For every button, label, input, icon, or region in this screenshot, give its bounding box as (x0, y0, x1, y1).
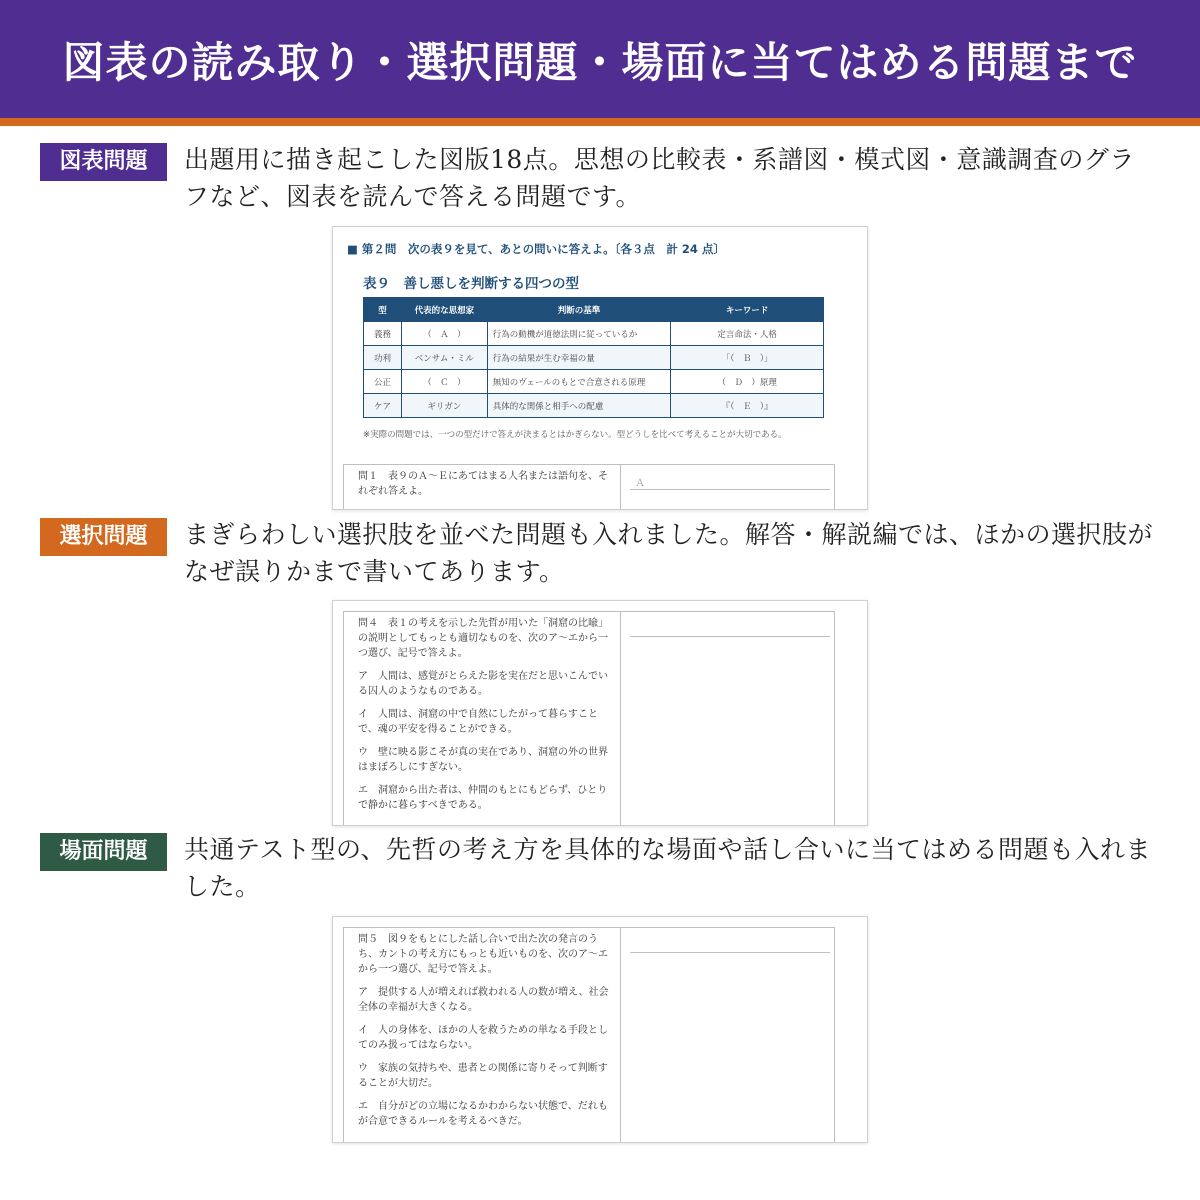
table-row (364, 370, 824, 394)
option-item: イ 人の身体を、ほかの人を救うための単なる手段としてのみ扱ってはならない。 (358, 1025, 608, 1051)
table-note: ※実際の問題では、一つの型だけで答えが決まるとはかぎらない。型どうしを比べて考えることが大切である。 (363, 430, 787, 440)
table-cell: 無知のヴェールのもとで合意される原理 (487, 370, 671, 394)
comparison-table (363, 297, 824, 418)
answer-divider (620, 612, 621, 826)
column-header: 代表的な思想家 (401, 298, 487, 322)
section-description: まぎらわしい選択肢を並べた問題も入れました。解答・解説編では、ほかの選択肢がなぜ誤りかまで書いてあります。 (184, 520, 1154, 586)
option-item: イ 人間は、洞窟の中で自然にしたがって暮らすことで、魂の平安を得ることができる。 (358, 709, 598, 735)
question-heading: ■ 第２問 次の表９を見て、あとの問いに答えよ。〔各３点 計 24 点〕 (347, 242, 725, 256)
question-box (343, 927, 835, 1143)
question-text: 問４ 表１の考えを示した先哲が用いた「洞窟の比喩」の説明としてもっとも適切なものを、次のア〜エから一つ選び、記号で答えよ。 (358, 618, 608, 659)
table-title: 表９ 善し悪しを判断する四つの型 (363, 276, 579, 292)
table-row (364, 346, 824, 370)
header-accent-rule (0, 118, 1200, 126)
answer-line (630, 489, 830, 490)
question-box (343, 464, 835, 510)
option-item: エ 洞窟から出た者は、仲間のもとにもどらず、ひとりで静かに暮らすべきである。 (358, 785, 608, 811)
table-cell: 義務 (364, 322, 402, 346)
table-cell: 公正 (364, 370, 402, 394)
table-cell: 「（ Ｂ ）」 (671, 346, 824, 370)
table-cell: （ Ｄ ）原理 (671, 370, 824, 394)
page-title: 図表の読み取り・選択問題・場面に当てはめる問題まで (62, 38, 1138, 87)
sample-panel-scenario (332, 916, 868, 1143)
option-item: エ 自分がどの立場になるかわからない状態で、だれもが合意できるルールを考えるべきだ。 (358, 1101, 608, 1127)
question-text: 問１ 表９のＡ〜Ｅにあてはまる人名または語句を、それぞれ答えよ。 (358, 471, 608, 497)
section-tag: 場面問題 (40, 833, 167, 871)
question-block (358, 932, 616, 1129)
table-cell: 行為の結果が生む幸福の量 (487, 346, 671, 370)
column-header: 判断の基準 (487, 298, 671, 322)
table-cell: ギリガン (401, 394, 487, 418)
table-cell: ケア (364, 394, 402, 418)
answer-divider (620, 465, 621, 510)
section-description: 共通テスト型の、先哲の考え方を具体的な場面や話し合いに当てはめる問題も入れました。 (184, 835, 1152, 901)
answer-line (630, 952, 830, 953)
section-tag: 選択問題 (40, 518, 167, 556)
option-item: ウ 壁に映る影こそが真の実在であり、洞窟の外の世界はまぼろしにすぎない。 (358, 747, 608, 773)
header-banner (0, 0, 1200, 118)
table-cell: （ Ｃ ） (401, 370, 487, 394)
answer-divider (620, 928, 621, 1143)
table-cell: 具体的な関係と相手への配慮 (487, 394, 671, 418)
table-cell: 定言命法・人格 (671, 322, 824, 346)
sample-panel-choice (332, 600, 868, 826)
sample-panel-chart (332, 226, 868, 510)
table-header-row (364, 298, 824, 322)
column-header: キーワード (671, 298, 824, 322)
option-item: ア 提供する人が増えれば救われる人の数が増え、社会全体の幸福が大きくなる。 (358, 987, 609, 1013)
answer-label: Ａ (635, 478, 645, 489)
table-row (364, 394, 824, 418)
column-header: 型 (364, 298, 402, 322)
table-row (364, 322, 824, 346)
option-item: ウ 家族の気持ちや、患者との関係に寄りそって判断することが大切だ。 (358, 1063, 608, 1089)
question-box (343, 611, 835, 826)
question-block (358, 616, 616, 813)
section-tag: 図表問題 (40, 143, 167, 181)
table-cell: 功利 (364, 346, 402, 370)
answer-line (630, 636, 830, 637)
section-description: 出題用に描き起こした図版18点。思想の比較表・系譜図・模式図・意識調査のグラフなど、図表を読んで答える問題です。 (184, 145, 1135, 211)
table-cell: 行為の動機が道徳法則に従っているか (487, 322, 671, 346)
table-cell: 『（ Ｅ ）』 (671, 394, 824, 418)
table-cell: ベンサム・ミル (401, 346, 487, 370)
question-text: 問５ 図９をもとにした話し合いで出た次の発言のうち、カントの考え方にもっとも近いものを、次のア〜エから一つ選び、記号で答えよ。 (358, 934, 608, 975)
table-cell: （ Ａ ） (401, 322, 487, 346)
option-item: ア 人間は、感覚がとらえた影を実在だと思いこんでいる囚人のようなものである。 (358, 671, 608, 697)
